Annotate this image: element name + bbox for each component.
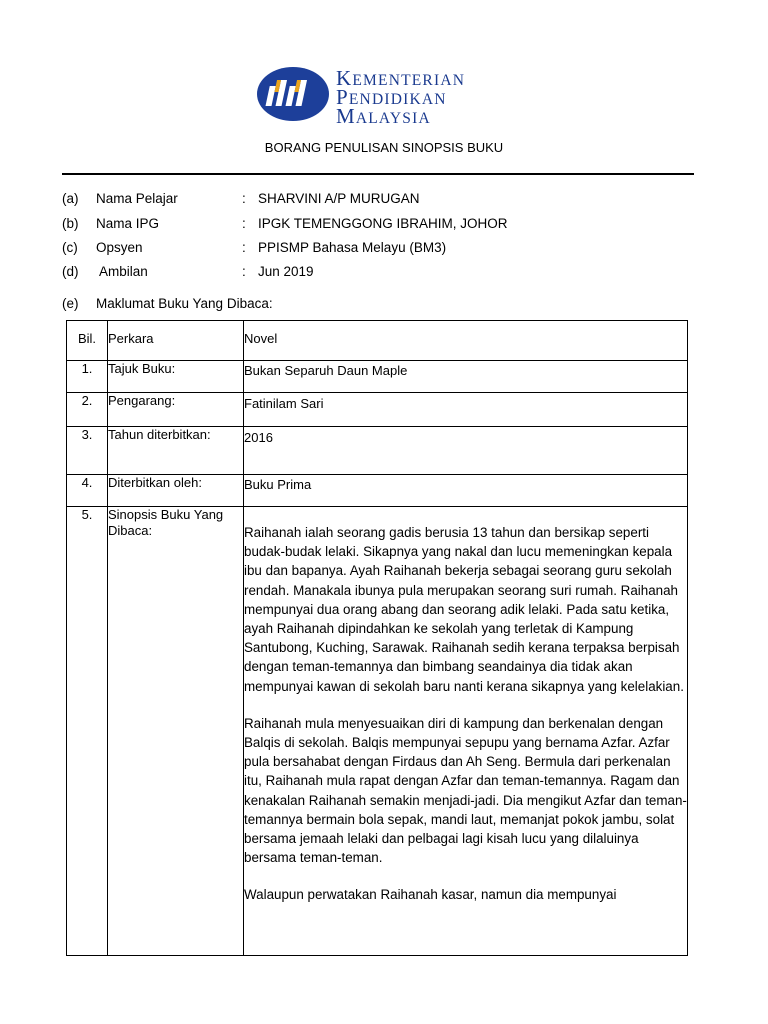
info-value: SHARVINI A/P MURUGAN: [258, 191, 420, 206]
logo-line-1: KEMENTERIAN: [336, 66, 466, 90]
info-colon: :: [242, 191, 246, 206]
info-colon: :: [242, 216, 246, 231]
row-item: Pengarang:: [108, 393, 244, 427]
info-value: PPISMP Bahasa Melayu (BM3): [258, 240, 447, 255]
table-row: [67, 393, 688, 427]
table-row: [67, 361, 688, 393]
row-value: Buku Prima: [244, 475, 688, 507]
row-item: Diterbitkan oleh:: [108, 475, 244, 507]
header-bil: Bil.: [67, 321, 108, 361]
logo-line-2: PENDIDIKAN: [336, 85, 447, 109]
row-item: Tahun diterbitkan:: [108, 427, 244, 475]
row-item: Tajuk Buku:: [108, 361, 244, 393]
row-number: 1.: [67, 361, 108, 393]
row-value: Fatinilam Sari: [244, 393, 688, 427]
title-divider: [62, 173, 694, 175]
table-row: [67, 475, 688, 507]
synopsis-paragraph: Walaupun perwatakan Raihanah kasar, namun dia mempunyai: [244, 887, 617, 903]
row-value: 2016: [244, 427, 688, 475]
ministry-name: [336, 66, 466, 128]
row-number: 5.: [67, 507, 108, 956]
info-value: IPGK TEMENGGONG IBRAHIM, JOHOR: [258, 216, 508, 231]
section-e-text: Maklumat Buku Yang Dibaca:: [96, 296, 273, 311]
synopsis-row: [67, 507, 688, 956]
row-item: Sinopsis Buku Yang Dibaca:: [108, 507, 244, 956]
row-number: 2.: [67, 393, 108, 427]
info-label: (b): [62, 216, 79, 231]
row-number: 4.: [67, 475, 108, 507]
ministry-emblem-icon: [256, 66, 330, 122]
synopsis-paragraph: Raihanah mula menyesuaikan diri di kampung dan berkenalan dengan Balqis di sekolah. Balqis mempunyai sepupu yang bernama Azfar. Azfar pula bersahabat dengan Firdaus dan Ah Seng. Bermula dari perkenalan itu, Raihanah mula rapat dengan Azfar dan teman-temannya. Ragam dan kenakalan Raihanah semakin menjadi-jadi. Dia mengikut Azfar dan teman-temannya bermain bola sepak, mandi laut, memanjat pokok jambu, solat bersama jemaah lelaki dan pelbagai lagi kisah lucu yang dilaluinya bersama teman-teman.: [244, 715, 687, 866]
info-label: (d): [62, 264, 79, 279]
synopsis-text: [244, 507, 688, 956]
info-key: Ambilan: [96, 264, 148, 279]
book-info-table: [66, 320, 688, 956]
row-value: Bukan Separuh Daun Maple: [244, 361, 688, 393]
info-colon: :: [242, 240, 246, 255]
info-value: Jun 2019: [258, 264, 314, 279]
section-e-label: (e): [62, 296, 79, 311]
info-key: Opsyen: [96, 240, 143, 255]
info-key: Nama IPG: [96, 216, 160, 231]
info-label: (a): [62, 191, 79, 206]
info-colon: :: [242, 264, 246, 279]
row-number: 3.: [67, 427, 108, 475]
ministry-logo: [256, 66, 506, 128]
table-row: [67, 427, 688, 475]
info-key: Nama Pelajar: [96, 191, 178, 206]
info-label: (c): [62, 240, 78, 255]
header-perkara: Perkara: [108, 321, 244, 361]
synopsis-paragraph: Raihanah ialah seorang gadis berusia 13 tahun dan bersikap seperti budak-budak lelaki. Sikapnya yang nakal dan lucu memeningkan kepala ibu dan bapanya. Ayah Raihanah bekerja sebagai seorang guru sekolah rendah. Manakala ibunya pula merupakan seorang suri rumah. Raihanah mempunyai dua orang abang dan seorang adik lelaki. Pada satu ketika, ayah Raihanah dipindahkan ke sekolah yang terletak di Kampung Santubong, Kuching, Sarawak. Raihanah sedih kerana terpaksa berpisah dengan teman-temannya dan bimbang seandainya dia tidak akan mempunyai kawan di sekolah baru nanti kerana sikapnya yang kelelakian.: [244, 525, 684, 694]
form-title: BORANG PENULISAN SINOPSIS BUKU: [264, 140, 504, 155]
table-header-row: [67, 321, 688, 361]
logo-line-3: MALAYSIA: [336, 104, 431, 128]
header-novel: Novel: [244, 321, 688, 361]
